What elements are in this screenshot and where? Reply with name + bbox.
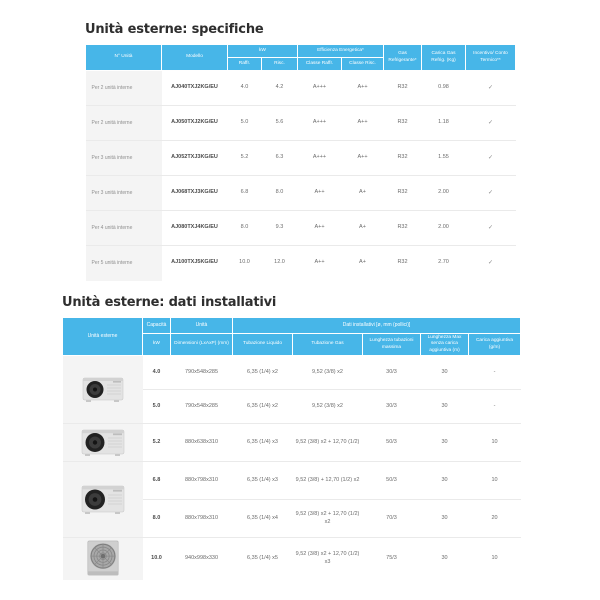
class-heating-cell: A++ [342,106,384,141]
spec-col-incentivo: Incentivo/ Conto Termico** [466,45,516,71]
spec-col-carica: Carica Gas Refrig. (Kg) [422,45,466,71]
model-cell: AJ068TXJ3KG/EU [162,176,228,211]
table-row [86,176,516,211]
dimensions-cell: 790x548x285 [171,390,233,424]
liquid-pipe-cell: 6,35 (1/4) x5 [233,538,293,581]
max-no-charge-cell: 30 [421,500,469,538]
inst-col-carica-aggiuntiva: Carica aggiuntiva (g/m) [469,334,521,356]
class-heating-cell: A+ [342,211,384,246]
liquid-pipe-cell: 6,35 (1/4) x3 [233,462,293,500]
gas-charge-cell: 2.00 [422,211,466,246]
capacity-cell: 10.0 [143,538,171,581]
class-heating-cell: A+ [342,176,384,211]
inst-col-capacita: Capacità [143,318,171,334]
kw-heating-cell: 12.0 [262,246,298,281]
extra-charge-cell: - [469,390,521,424]
inst-col-dati-installativi: Dati installativi [ø, mm (pollici)] [233,318,521,334]
gas-cell: R32 [384,106,422,141]
table-row [63,462,521,500]
kw-cooling-cell: 8.0 [228,211,262,246]
kw-cooling-cell: 6.8 [228,176,262,211]
gas-charge-cell: 1.55 [422,141,466,176]
max-no-charge-cell: 30 [421,538,469,581]
table-row [63,538,521,581]
gas-charge-cell: 1.18 [422,106,466,141]
liquid-pipe-cell: 6,35 (1/4) x2 [233,356,293,390]
outdoor-unit-image [63,424,143,462]
max-pipe-length-cell: 75/3 [363,538,421,581]
liquid-pipe-cell: 6,35 (1/4) x2 [233,390,293,424]
max-pipe-length-cell: 30/3 [363,356,421,390]
class-cooling-cell: A++ [298,246,342,281]
max-no-charge-cell: 30 [421,356,469,390]
unit-count-cell: Per 4 unità interne [86,211,162,246]
extra-charge-cell: - [469,356,521,390]
gas-cell: R32 [384,246,422,281]
class-heating-cell: A++ [342,141,384,176]
inst-col-lunghezza-max: Lunghezza Max senza carica aggiuntiva (m) [421,334,469,356]
kw-cooling-cell: 5.2 [228,141,262,176]
max-pipe-length-cell: 30/3 [363,390,421,424]
spec-col-gas: Gas Refrigerante* [384,45,422,71]
gas-cell: R32 [384,176,422,211]
class-heating-cell: A++ [342,71,384,106]
kw-cooling-cell: 5.0 [228,106,262,141]
model-cell: AJ050TXJ2KG/EU [162,106,228,141]
unit-count-cell: Per 2 unità interne [86,71,162,106]
kw-cooling-cell: 4.0 [228,71,262,106]
inst-col-unita-esterne: Unità esterne [63,318,143,356]
class-cooling-cell: A+++ [298,106,342,141]
inst-col-tubazione-gas: Tubazione Gas [293,334,363,356]
capacity-cell: 4.0 [143,356,171,390]
spec-col-efficienza: Efficienza Energetica* [298,45,384,58]
gas-cell: R32 [384,71,422,106]
class-heating-cell: A+ [342,246,384,281]
spec-col-modello: Modello [162,45,228,71]
gas-pipe-cell: 9,52 (3/8) x2 + 12,70 (1/2) [293,424,363,462]
outdoor-unit-image [63,538,143,581]
kw-heating-cell: 9.3 [262,211,298,246]
spec-table [85,44,516,281]
gas-charge-cell: 2.00 [422,176,466,211]
table-row [63,356,521,390]
dimensions-cell: 880x638x310 [171,424,233,462]
install-section-title: Unità esterne: dati installativi [62,295,277,310]
gas-cell: R32 [384,211,422,246]
spec-col-raffr: Raffr. [228,58,262,71]
outdoor-unit-photo-medium [79,484,127,516]
dimensions-cell: 940x998x330 [171,538,233,581]
outdoor-unit-photo-small [80,376,126,404]
max-pipe-length-cell: 50/3 [363,462,421,500]
model-cell: AJ100TXJ5KG/EU [162,246,228,281]
extra-charge-cell: 10 [469,424,521,462]
capacity-cell: 5.2 [143,424,171,462]
spec-col-n-unita: N° Unità [86,45,162,71]
checkmark-icon: ✓ [466,71,516,106]
unit-count-cell: Per 3 unità interne [86,176,162,211]
spec-col-kw: kW [228,45,298,58]
gas-charge-cell: 2.70 [422,246,466,281]
checkmark-icon: ✓ [466,106,516,141]
unit-count-cell: Per 5 unità interne [86,246,162,281]
dimensions-cell: 880x798x310 [171,500,233,538]
class-cooling-cell: A+++ [298,141,342,176]
gas-pipe-cell: 9,52 (3/8) x2 + 12,70 (1/2) x2 [293,500,363,538]
table-row [86,211,516,246]
extra-charge-cell: 10 [469,462,521,500]
spec-col-risc: Risc. [262,58,298,71]
outdoor-unit-photo-medium [79,428,127,458]
spec-section-title: Unità esterne: specifiche [85,22,264,37]
kw-heating-cell: 4.2 [262,71,298,106]
max-no-charge-cell: 30 [421,390,469,424]
gas-pipe-cell: 9,52 (3/8) x2 [293,390,363,424]
kw-cooling-cell: 10.0 [228,246,262,281]
table-row [86,246,516,281]
unit-count-cell: Per 3 unità interne [86,141,162,176]
checkmark-icon: ✓ [466,246,516,281]
capacity-cell: 5.0 [143,390,171,424]
gas-pipe-cell: 9,52 (3/8) + 12,70 (1/2) x2 [293,462,363,500]
max-pipe-length-cell: 50/3 [363,424,421,462]
liquid-pipe-cell: 6,35 (1/4) x4 [233,500,293,538]
unit-count-cell: Per 2 unità interne [86,106,162,141]
extra-charge-cell: 10 [469,538,521,581]
kw-heating-cell: 6.3 [262,141,298,176]
gas-cell: R32 [384,141,422,176]
gas-charge-cell: 0.98 [422,71,466,106]
max-no-charge-cell: 30 [421,424,469,462]
inst-col-kw: kW [143,334,171,356]
dimensions-cell: 880x798x310 [171,462,233,500]
outdoor-unit-photo-large-fan [84,540,122,578]
capacity-cell: 6.8 [143,462,171,500]
model-cell: AJ052TXJ3KG/EU [162,141,228,176]
gas-pipe-cell: 9,52 (3/8) x2 [293,356,363,390]
capacity-cell: 8.0 [143,500,171,538]
extra-charge-cell: 20 [469,500,521,538]
dimensions-cell: 790x548x285 [171,356,233,390]
inst-col-unita: Unità [171,318,233,334]
table-row [86,141,516,176]
class-cooling-cell: A++ [298,211,342,246]
inst-col-dimensioni: Dimensioni (LxAxP) (mm) [171,334,233,356]
checkmark-icon: ✓ [466,141,516,176]
kw-heating-cell: 8.0 [262,176,298,211]
outdoor-unit-image [63,356,143,424]
checkmark-icon: ✓ [466,176,516,211]
gas-pipe-cell: 9,52 (3/8) x2 + 12,70 (1/2) x3 [293,538,363,581]
inst-col-tubazione-liquido: Tubazione Liquido [233,334,293,356]
model-cell: AJ040TXJ2KG/EU [162,71,228,106]
install-table [62,317,521,580]
table-row [86,106,516,141]
outdoor-unit-image [63,462,143,538]
liquid-pipe-cell: 6,35 (1/4) x3 [233,424,293,462]
checkmark-icon: ✓ [466,211,516,246]
table-row [63,424,521,462]
spec-col-classe-raffr: Classe Raffr. [298,58,342,71]
class-cooling-cell: A++ [298,176,342,211]
table-row [86,71,516,106]
inst-col-lunghezza-tubazioni: Lunghezza tubazioni massima [363,334,421,356]
max-pipe-length-cell: 70/3 [363,500,421,538]
kw-heating-cell: 5.6 [262,106,298,141]
spec-col-classe-risc: Classe Risc. [342,58,384,71]
class-cooling-cell: A+++ [298,71,342,106]
model-cell: AJ080TXJ4KG/EU [162,211,228,246]
max-no-charge-cell: 30 [421,462,469,500]
